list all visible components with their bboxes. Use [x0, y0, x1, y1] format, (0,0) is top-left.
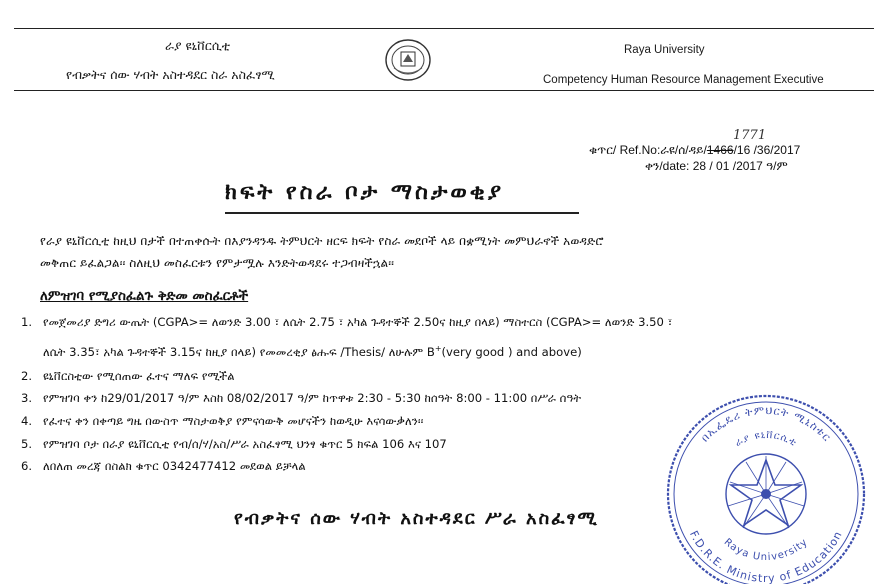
stamp-arc-top-2: ራያ ዩኒቨርሲቲ: [733, 429, 799, 449]
reference-number: ቁጥር/ Ref.No:ራዩ/ሰ/ዳይ/1466/16 /36/2017: [589, 143, 801, 157]
requirement-item-1: 1. የመጀመሪያ ድግሪ ውጤት (CGPA>= ለወንድ 3.00 ፣ ለሴት 2.75 ፣ አካል ጉዳተኞች 2.50ና ከዚያ በላይ) ማስተርስ (CGPA>= ለወንድ 3.50 ፣: [21, 315, 673, 329]
requirement-item-3: 3. የምዝገባ ቀን ከ29/01/2017 ዓ/ም እስከ 08/02/2017 ዓ/ም ከጥዋቱ 2:30 - 5:30 ከሰዓት 8:00 - 11:00 በሥራ ሰዓት: [21, 391, 582, 405]
requirement-item-6: 6. ለበለጠ መረጃ በስልክ ቁጥር 0342477412 መደወል ይቻላል: [21, 459, 306, 473]
svg-text:ራያ ዩኒቨርሲቲ: [733, 430, 799, 449]
svg-text:Raya University: [722, 537, 811, 563]
office-name-amharic: የብቃትና ሰው ሃብት አስተዳደር ስራ አስፈፃሚ: [66, 67, 275, 82]
stamp-arc-bottom-2: Raya University: [721, 536, 811, 564]
university-logo-icon: [384, 38, 432, 82]
university-name-english: Raya University: [624, 44, 705, 56]
requirements-heading: ለምዝገባ የሚያስፈልጉ ቅድመ መስፈርቶች: [40, 288, 249, 304]
office-name-english: Competency Human Resource Management Executive: [543, 74, 824, 86]
intro-line-2: መቅጠር ይፈልጋል፡፡ ስለዚህ መስፈርቱን የምታሟሉ እንድትወዳደሩ ተጋብዛችኋል፡፡: [40, 256, 394, 270]
stamp-arc-top: በኢፌዴሪ ትምህርት ሚኒስቴር: [698, 403, 834, 445]
intro-line-1: የራያ ዩኒቨርሲቲ ከዚህ በታች በተጠቀሱት በእያንዳንዱ ትምህርት ዘርፍ ክፍት የስራ መደቦች ላይ በቋሚነት መምህራኖች አወዳድሮ: [40, 234, 604, 248]
document-date: ቀን/date: 28 / 01 /2017 ዓ/ም: [645, 159, 788, 173]
signatory-title: የብቃትና ሰው ሃብት አስተዳደር ሥራ አስፈፃሚ: [234, 508, 599, 529]
requirement-item-2: 2. ዩኒቨርስቲው የሚሰጠው ፈተና ማለፍ የሚችል: [21, 369, 235, 383]
title-underline: [225, 212, 579, 214]
requirement-item-5: 5. የምዝገባ ቦታ በራያ ዩኒቨርሲቲ የብ/ሰ/ሃ/አስ/ሥራ አስፈፃሚ ህንፃ ቁጥር 5 ክፍል 106 እና 107: [21, 437, 447, 451]
handwritten-ref-number: 1771: [733, 128, 767, 143]
requirement-item-1-continued: ለሴት 3.35፣ አካል ጉዳተኞች 3.15ና ከዚያ በላይ) የመመረቂያ ፅሑፍ /Thesis/ ለሁሉም B+(very good ) and above): [43, 344, 582, 359]
header-bottom-rule: [14, 90, 874, 91]
header-top-rule: [14, 28, 874, 29]
requirement-item-4: 4. የፈተና ቀን በቀጣይ ግዜ በውስጥ ማስታወቅያ የምናሳውቅ መሆናችን ከወዲሁ እናሳውቃለን፡፡: [21, 414, 424, 428]
document-title: ክፍት የስራ ቦታ ማስታወቂያ: [225, 180, 505, 205]
official-stamp-icon: [656, 388, 876, 584]
university-name-amharic: ራያ ዩኒቨርሲቲ: [165, 38, 231, 53]
stamp-arc-bottom: F.D.R.E. Ministry of Education: [686, 528, 846, 584]
